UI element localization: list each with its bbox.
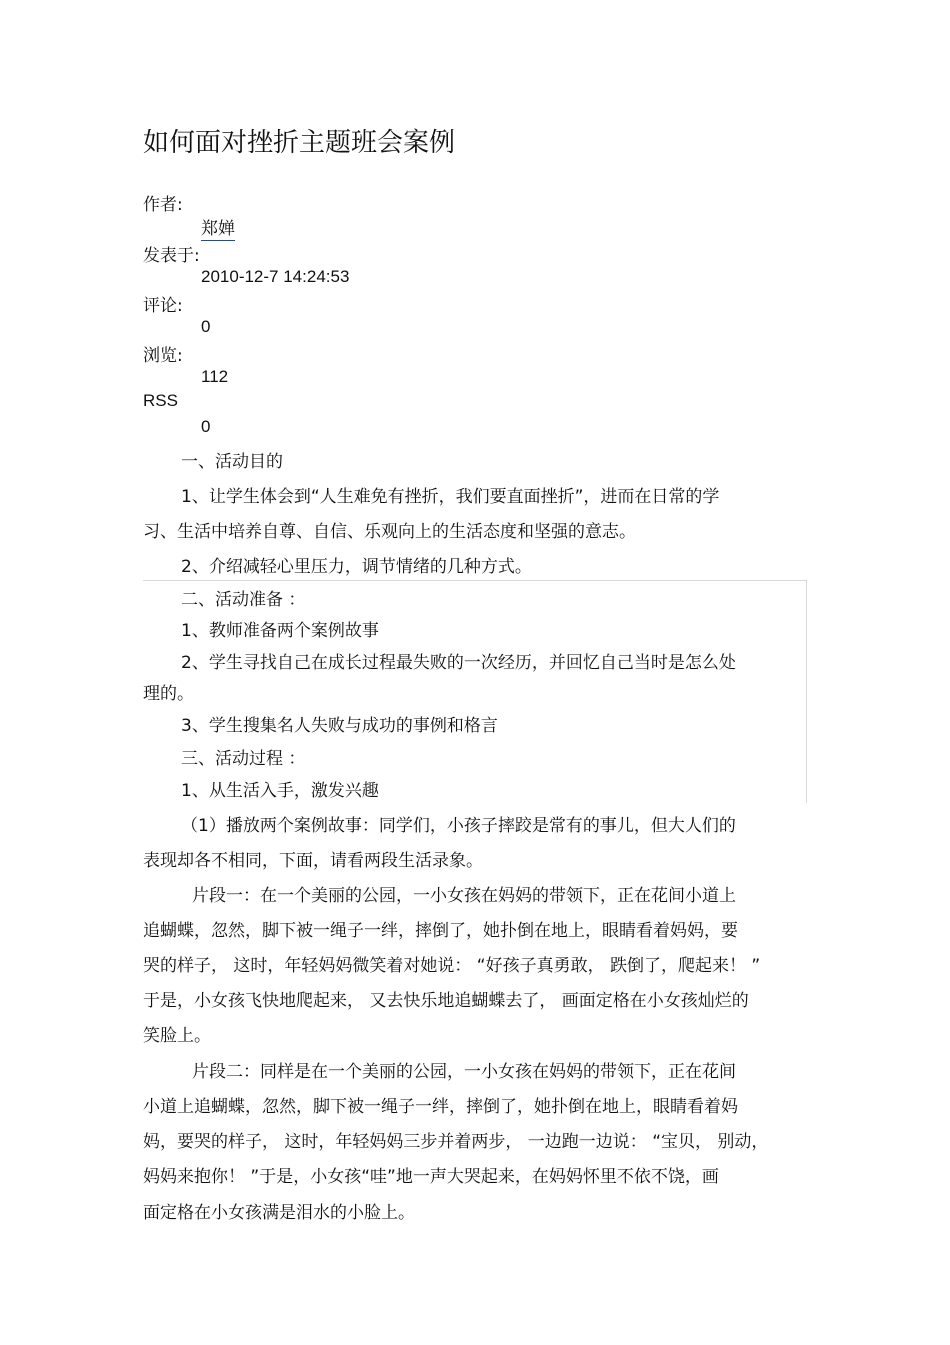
published-label: 发表于: xyxy=(143,246,200,266)
clip2-line: 面定格在小女孩满是泪水的小脸上。 xyxy=(143,1203,415,1223)
paragraph-line: 1、教师准备两个案例故事 xyxy=(181,621,379,641)
clip2-line: 妈妈来抱你！ ”于是，小女孩“哇”地一声大哭起来，在妈妈怀里不依不饶，画 xyxy=(143,1167,719,1187)
clip1-line: 于是，小女孩飞快地爬起来， 又去快乐地追蝴蝶去了， 画面定格在小女孩灿烂的 xyxy=(143,991,749,1011)
clip2-line: 小道上追蝴蝶，忽然，脚下被一绳子一绊，摔倒了，她扑倒在地上，眼睛看着妈 xyxy=(143,1097,738,1117)
clip2-line: 片段二：同样是在一个美丽的公园，一小女孩在妈妈的带领下，正在花间 xyxy=(192,1062,736,1082)
clip1-line: 笑脸上。 xyxy=(143,1026,211,1046)
comments-value: 0 xyxy=(201,317,211,336)
views-value: 112 xyxy=(201,367,229,386)
paragraph-line: 习、生活中培养自尊、自信、乐观向上的生活态度和坚强的意志。 xyxy=(143,522,636,542)
section-heading: 三、活动过程 ： xyxy=(181,749,306,769)
paragraph-line: 1、从生活入手，激发兴趣 xyxy=(181,781,379,801)
author-link[interactable]: 郑婵 xyxy=(201,219,235,241)
section-heading: 一、活动目的 xyxy=(181,452,283,472)
paragraph-line: 1、让学生体会到“人生难免有挫折，我们要直面挫折”，进而在日常的学 xyxy=(181,487,720,507)
comments-label: 评论: xyxy=(143,296,183,316)
author-label: 作者: xyxy=(143,195,183,215)
paragraph-line: （1）播放两个案例故事：同学们，小孩子摔跤是常有的事儿，但大人们的 xyxy=(181,816,736,836)
paragraph-line: 3、学生搜集名人失败与成功的事例和格言 xyxy=(181,716,498,736)
paragraph-line: 2、学生寻找自己在成长过程最失败的一次经历，并回忆自己当时是怎么处 xyxy=(181,653,736,673)
section-heading: 二、活动准备 ： xyxy=(181,590,306,610)
paragraph-line: 理的。 xyxy=(143,684,194,704)
clip1-line: 哭的样子， 这时，年轻妈妈微笑着对她说： “好孩子真勇敢， 跌倒了，爬起来！ ” xyxy=(143,956,761,976)
clip1-line: 片段一：在一个美丽的公园，一小女孩在妈妈的带领下，正在花间小道上 xyxy=(192,886,736,906)
published-value: 2010-12-7 14:24:53 xyxy=(201,267,350,286)
clip2-line: 妈，要哭的样子， 这时，年轻妈妈三步并着两步， 一边跑一边说： “宝贝， 别动， xyxy=(143,1132,769,1152)
paragraph-line: 表现却各不相同，下面，请看两段生活录象。 xyxy=(143,851,483,871)
rss-value: 0 xyxy=(201,417,211,436)
views-label: 浏览: xyxy=(143,346,183,366)
rss-label[interactable]: RSS xyxy=(143,391,178,410)
page-title: 如何面对挫折主题班会案例 xyxy=(143,128,456,158)
clip1-line: 追蝴蝶，忽然，脚下被一绳子一绊，摔倒了，她扑倒在地上，眼睛看着妈妈，要 xyxy=(143,921,738,941)
preparation-box xyxy=(143,580,807,803)
paragraph-line: 2、介绍减轻心里压力，调节情绪的几种方式。 xyxy=(181,557,532,577)
author-value xyxy=(201,214,235,239)
